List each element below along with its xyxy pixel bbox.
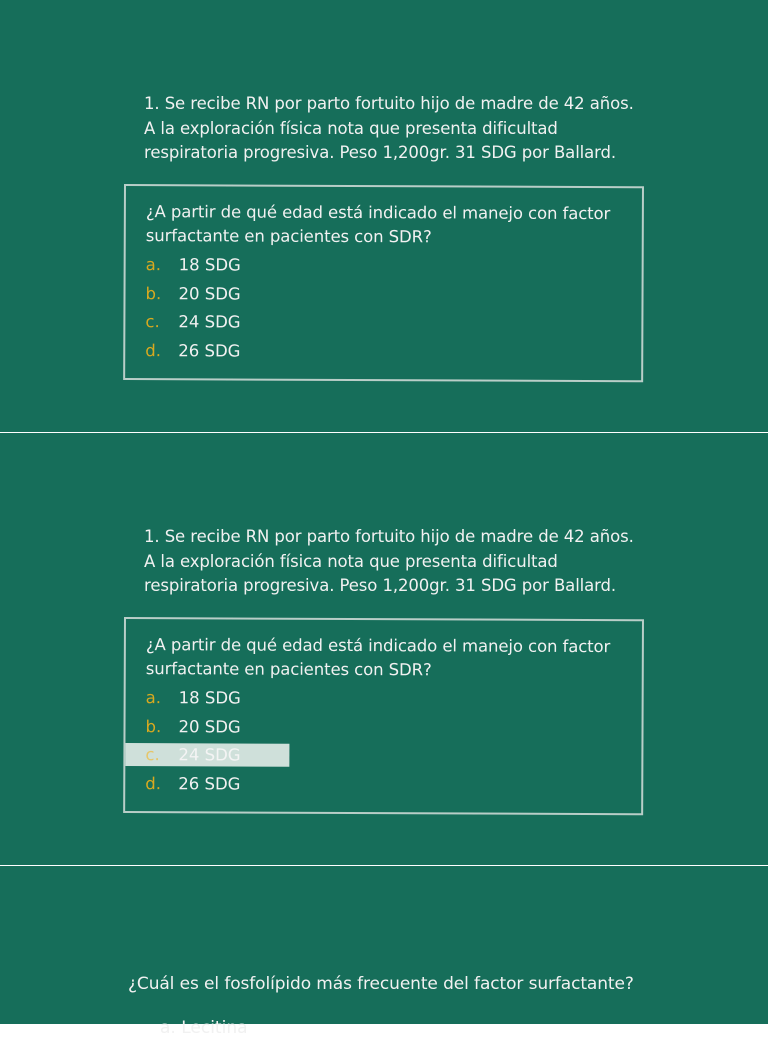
slide-1 [0,0,768,432]
option-text: 20 SDG [178,283,241,304]
option-d[interactable] [125,770,625,801]
option-a[interactable] [126,684,626,715]
question-text [146,633,626,683]
option-letter: a. [145,688,162,708]
option-letter: c. [145,745,160,765]
option-text: 26 SDG [178,341,241,361]
options-list [125,251,625,368]
case-line: respiratoria progresiva. Peso 1,200gr. 31 SDG por Ballard. [144,576,617,595]
option-letter: b. [145,716,162,736]
question-box [123,184,644,382]
option-letter: a. [145,255,162,275]
option-text: 18 SDG [178,688,241,708]
case-line: respiratoria progresiva. Peso 1,200gr. 31 SDG por Ballard. [144,143,617,162]
question-box [123,617,644,815]
option-letter: b. [145,283,162,303]
option-letter: c. [145,312,160,332]
question-line: surfactante en pacientes con SDR? [145,226,432,247]
case-line: A la exploración física nota que presenta dificultad [144,551,558,571]
question-text [146,200,626,250]
option-text: 26 SDG [178,774,241,794]
slide-3 [0,866,768,1038]
options-list [125,684,625,801]
option-d[interactable] [125,337,625,368]
option-letter: d. [145,341,162,361]
question-text: ¿Cuál es el fosfolípido más frecuente del factor surfactante? [128,974,634,994]
option-text: 20 SDG [178,716,241,737]
case-line: A la exploración física nota que presenta dificultad [144,118,558,138]
option-a[interactable] [126,251,626,282]
option-letter: d. [145,774,162,794]
question-line: ¿A partir de qué edad está indicado el manejo con factor [145,635,611,657]
case-line: 1. Se recibe RN por parto fortuito hijo de madre de 42 años. [144,527,634,546]
option-text: 24 SDG [178,745,241,765]
option-a-partial[interactable]: a. Lecitina [160,1018,248,1038]
option-c-correct[interactable] [125,741,625,772]
option-c[interactable] [125,308,625,339]
option-text: 24 SDG [178,312,241,332]
option-b[interactable] [125,713,625,744]
question-line: surfactante en pacientes con SDR? [145,659,432,680]
slide-2 [0,433,768,865]
option-b[interactable] [125,280,625,311]
case-line: 1. Se recibe RN por parto fortuito hijo de madre de 42 años. [144,94,634,113]
case-description [144,525,644,599]
option-text: 18 SDG [178,255,241,275]
case-description [144,92,644,166]
question-line: ¿A partir de qué edad está indicado el manejo con factor [145,202,611,224]
